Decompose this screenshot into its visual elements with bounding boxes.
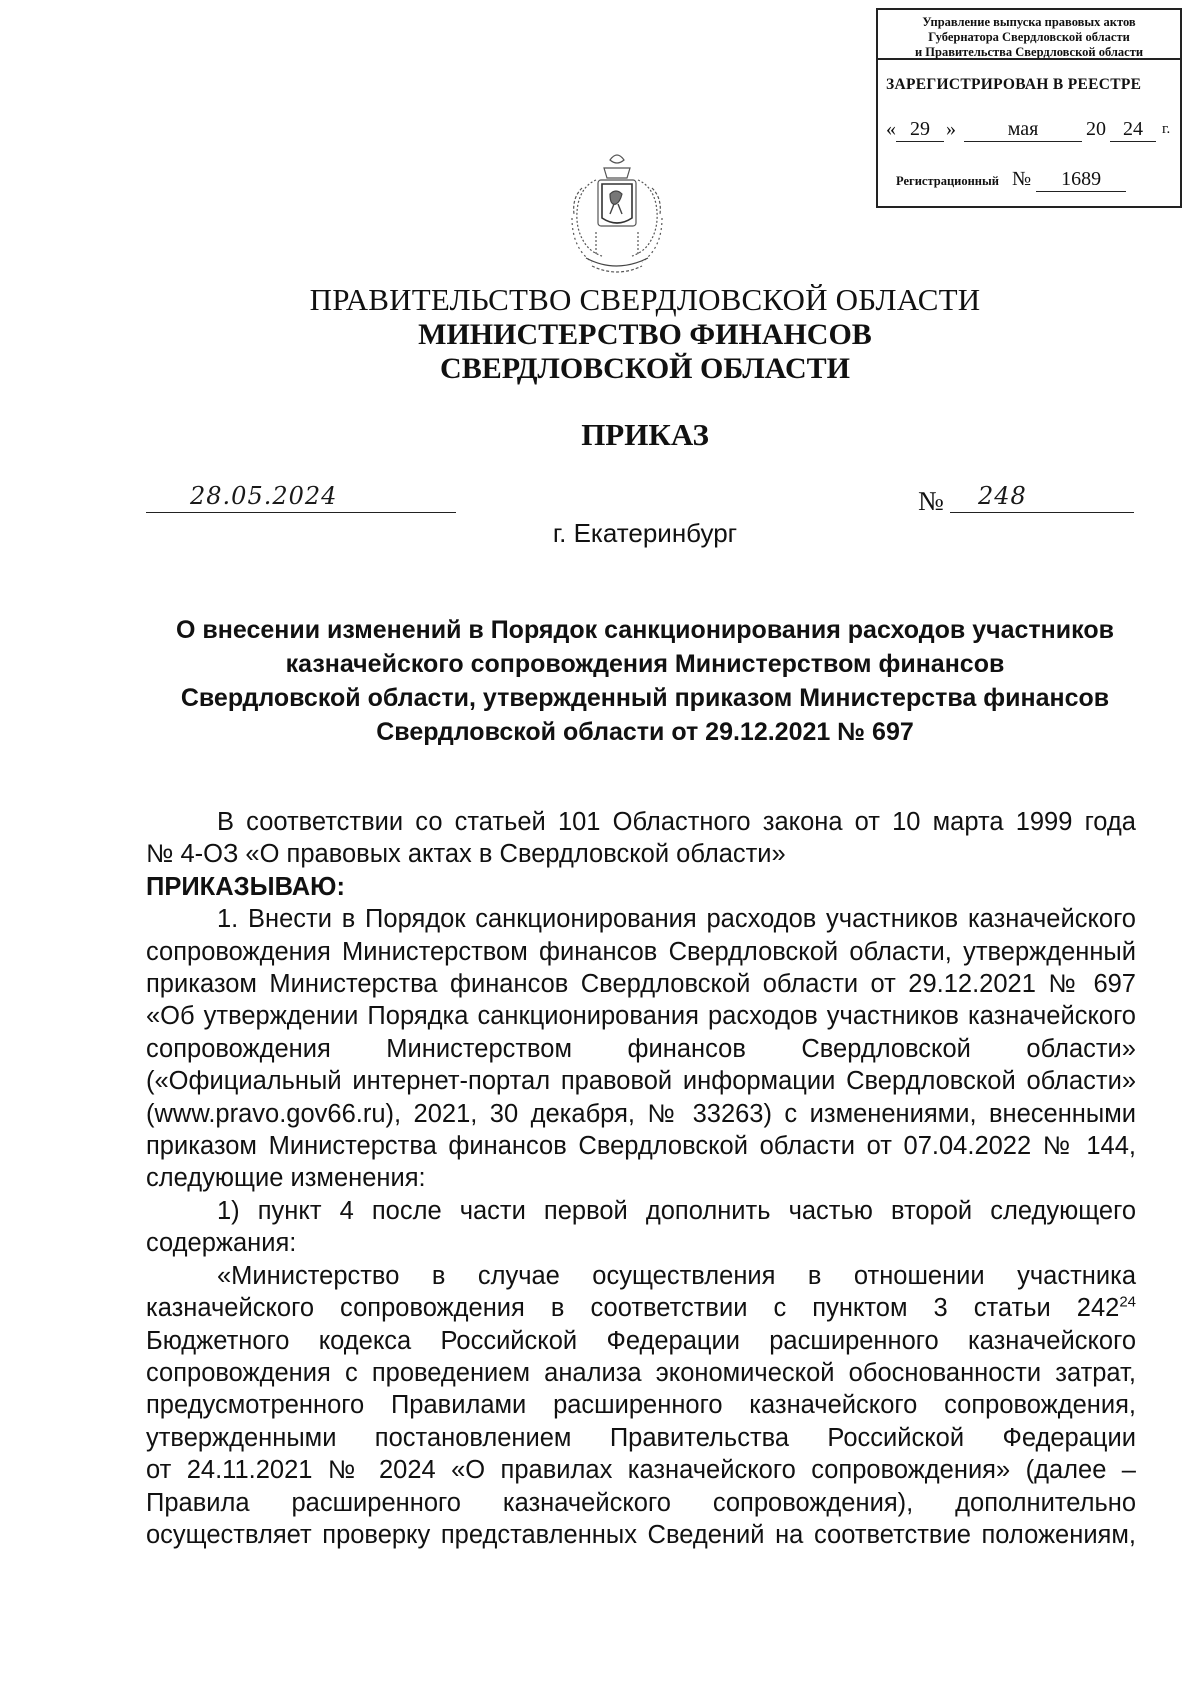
body-line: № 4-ОЗ «О правовых актах в Свердловской области» [146,840,786,869]
stamp-org-line: Губернатора Свердловской области [928,30,1130,44]
body-line: утвержденными постановлением Правительства Российской Федерации [146,1423,1136,1452]
stamp-org-line: и Правительства Свердловской области [914,45,1144,59]
title-line: Свердловской области, утвержденный приказом Министерства финансов [180,684,1110,712]
order-date-field [146,482,456,513]
body-line: предусмотренного Правилами расширенного казначейского сопровождения, [146,1391,1136,1420]
body-line: 1. Внести в Порядок санкционирования расходов участников казначейского [217,905,1136,934]
body-line: сопровождения Министерством финансов Свердловской области, утвержденный [146,937,1136,966]
body-line: Правила расширенного казначейского сопровождения), дополнительно [146,1488,1136,1517]
body-line: сопровождения с проведением анализа экономической обоснованности затрат, [146,1358,1136,1387]
stamp-num-sign: № [1011,168,1032,190]
body-line: 1) пункт 4 после части первой дополнить частью второй следующего [217,1196,1136,1225]
body-line: следующие изменения: [146,1164,426,1193]
order-number: 248 [978,482,1027,510]
stamp-header [878,10,1180,60]
body-line: осуществляет проверку представленных Сведений на соответствие положениям, [146,1520,1136,1549]
stamp-reg-number-row [896,168,1126,192]
body-line: (www.pravo.gov66.ru), 2021, 30 декабря, № 33263) с изменениями, внесенными [146,1099,1136,1128]
body-line-with-sup [146,1292,1136,1324]
stamp-year-unit: г. [1162,121,1171,137]
body-line: В соответствии со статьей 101 Областного закона от 10 марта 1999 года [217,808,1136,836]
order-date: 28.05.2024 [190,482,338,510]
stamp-month: мая [964,118,1082,142]
city: г. Екатеринбург [552,518,738,548]
stamp-quote-open: « [886,118,896,140]
title-line: казначейского сопровождения Министерством финансов [285,650,1005,678]
body-line: «Об утверждении Порядка санкционирования расходов участников казначейского [146,1002,1136,1031]
body-line: («Официальный интернет-портал правовой информации Свердловской области» [146,1067,1136,1096]
order-number-field [950,482,1134,513]
stamp-date [886,118,1176,148]
body-line: приказом Министерства финансов Свердловской области от 07.04.2022 № 144, [146,1132,1136,1161]
body-line: приказом Министерства финансов Свердловской области от 29.12.2021 № 697 [146,970,1136,999]
title-line: Свердловской области от 29.12.2021 № 697 [376,718,914,746]
title-line: О внесении изменений в Порядок санкционирования расходов участников [176,616,1114,644]
ministry-name-line1: МИНИСТЕРСТВО ФИНАНСОВ [418,318,872,351]
stamp-year-prefix: 20 [1086,118,1106,140]
body-line-text: казначейского сопровождения в соответствии с пунктом 3 статьи 242 [146,1294,1120,1323]
stamp-reg-number: 1689 [1036,168,1126,192]
superscript: 24 [1119,1293,1136,1311]
document-type: ПРИКАЗ [581,417,709,452]
order-word: ПРИКАЗЫВАЮ: [146,872,345,901]
body-line: от 24.11.2021 № 2024 «О правилах казначейского сопровождения» (далее – [146,1456,1136,1485]
order-body [146,806,1136,1551]
stamp-day: 29 [896,118,944,142]
body-line: содержания: [146,1229,297,1258]
body-line: сопровождения Министерством финансов Свердловской области» [146,1034,1136,1063]
ministry-name-line2: СВЕРДЛОВСКОЙ ОБЛАСТИ [440,352,850,385]
order-title [150,613,1140,749]
stamp-registered-label: ЗАРЕГИСТРИРОВАН В РЕЕСТРЕ [886,76,1142,93]
order-number-sign: № [918,486,944,516]
coat-of-arms-icon [552,148,682,286]
government-name: ПРАВИТЕЛЬСТВО СВЕРДЛОВСКОЙ ОБЛАСТИ [309,282,981,317]
stamp-reg-label: Регистрационный [896,174,999,188]
stamp-quote-close: » [946,118,956,140]
stamp-org-line: Управление выпуска правовых актов [922,15,1136,29]
body-line: «Министерство в случае осуществления в отношении участника [217,1261,1136,1290]
body-line: Бюджетного кодекса Российской Федерации расширенного казначейского [146,1326,1136,1355]
registration-stamp [876,8,1182,208]
stamp-year-suffix: 24 [1110,118,1156,142]
